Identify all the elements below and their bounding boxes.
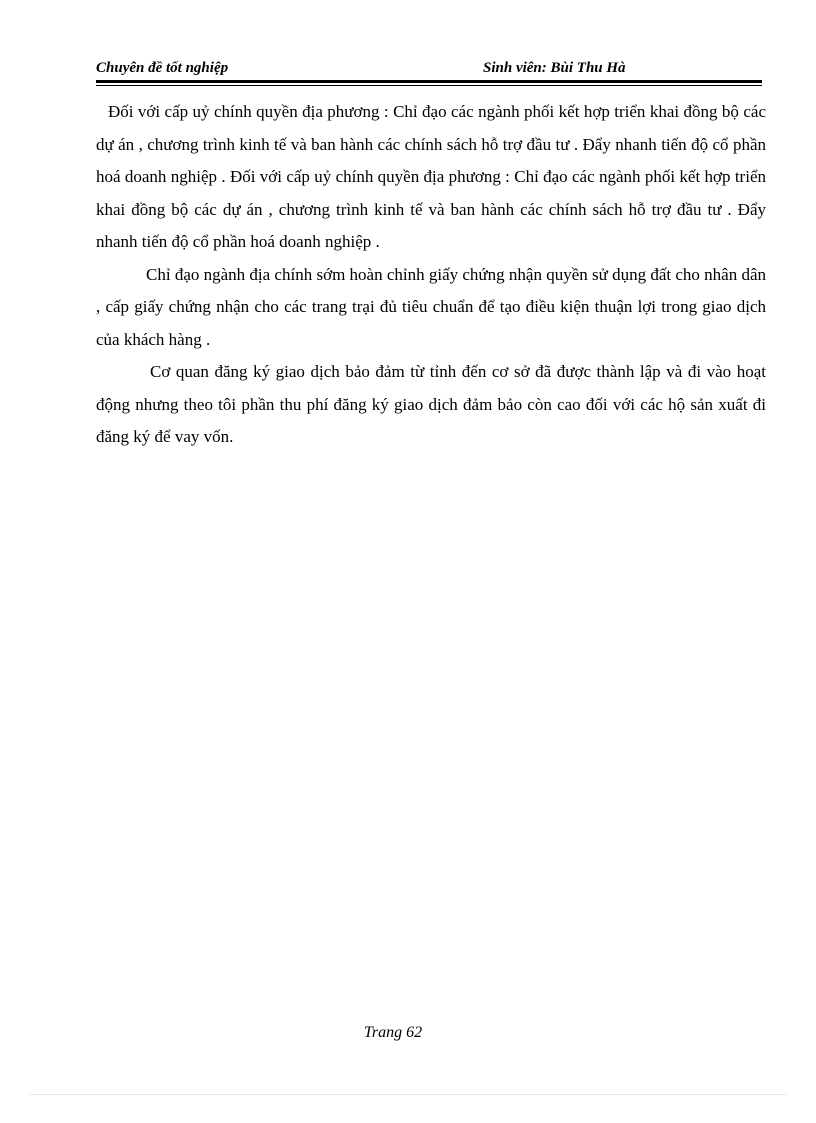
header-author: Sinh viên: Bùi Thu Hà [483,60,626,76]
header-title: Chuyên đề tốt nghiệp [96,60,229,76]
paragraph-3: Cơ quan đăng ký giao dịch bảo đảm từ tỉnh đến cơ sở đã được thành lập và đi vào hoạt động nhưng theo tôi phần thu phí đăng ký giao dịch đảm bảo còn cao đối với các hộ sản xuất đi đăng ký để vay vốn. [96,362,766,446]
page-number: Trang 62 [363,1024,423,1041]
body-text [96,96,766,454]
page-header [96,58,762,80]
paragraph-1: Đối với cấp uỷ chính quyền địa phương : Chỉ đạo các ngành phối kết hợp triển khai đồng bộ các dự án , chương trình kinh tế và ban hành các chính sách hỗ trợ đầu tư . Đẩy nhanh tiến độ cổ phần hoá doanh nghiệp . Đối với cấp uỷ chính quyền địa phương : Chỉ đạo các ngành phối kết hợp triển khai đồng bộ các dự án , chương trình kinh tế và ban hành các chính sách hỗ trợ đầu tư . Đẩy nhanh tiến độ cổ phần hoá doanh nghiệp . [96,102,766,251]
paragraph-2: Chỉ đạo ngành địa chính sớm hoàn chỉnh giấy chứng nhận quyền sử dụng đất cho nhân dân , cấp giấy chứng nhận cho các trang trại đủ tiêu chuẩn để tạo điều kiện thuận lợi trong giao dịch của khách hàng . [96,264,766,349]
header-rule-thin [96,85,762,86]
header-rule-thick [96,80,762,83]
page-bottom-divider [30,1094,786,1095]
page-footer [0,1024,816,1042]
